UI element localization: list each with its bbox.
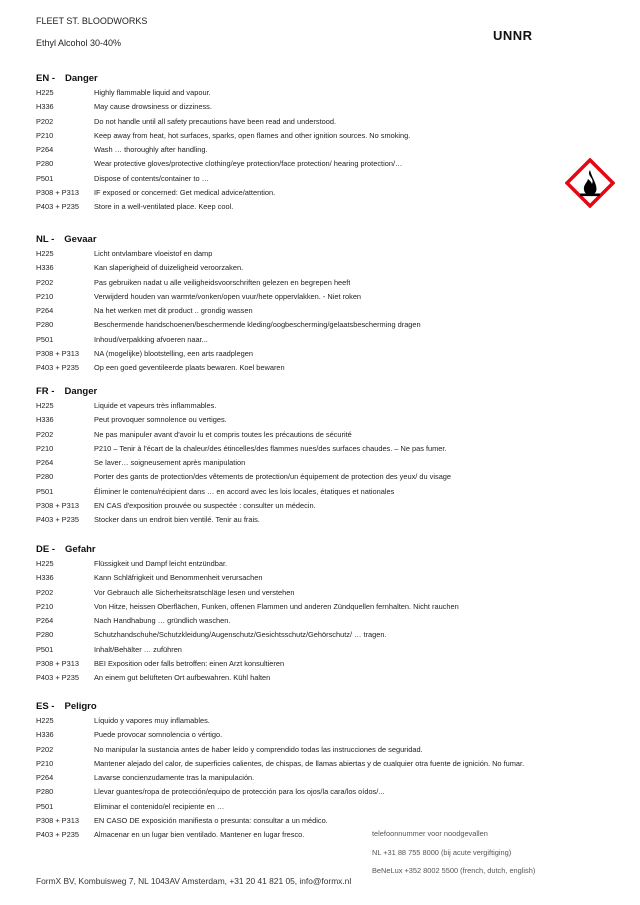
statement-code: P210 (36, 291, 54, 301)
statement-code: H225 (36, 559, 54, 568)
statement-code: H336 (36, 415, 54, 425)
statement-text: Llevar guantes/ropa de protección/equipo de protección para los ojos/la cara/los oídos/... (94, 787, 385, 797)
statement-row (36, 186, 626, 200)
product-name: Ethyl Alcohol 30-40% (36, 38, 122, 48)
statement-row (36, 757, 626, 771)
statement-row (36, 657, 626, 671)
statement-row (36, 157, 626, 171)
statement-text: NA (mogelijke) blootstelling, een arts raadplegen (94, 349, 253, 359)
statement-text: Porter des gants de protection/des vêtements de protection/un équipement de protection des yeux/ du visage (94, 472, 452, 482)
language-code: NL - (36, 234, 55, 245)
signal-word: Gefahr (65, 544, 96, 555)
statement-row (36, 200, 626, 214)
statement-code: H225 (36, 88, 54, 97)
statement-row (36, 261, 626, 275)
statement-code: P403 + P235 (36, 363, 79, 373)
statement-row (36, 428, 626, 442)
statement-code: P210 (36, 758, 54, 768)
statement-row (36, 100, 626, 114)
statement-code: P403 + P235 (36, 202, 79, 212)
statement-text: Vor Gebrauch alle Sicherheitsratschläge lesen und verstehen (94, 587, 295, 597)
hazard-section (36, 72, 626, 215)
statement-code: P202 (36, 277, 54, 287)
statement-code: P264 (36, 773, 54, 783)
statement-code: P308 + P313 (36, 501, 79, 511)
statement-text: Beschermende handschoenen/beschermende kleding/oogbescherming/gelaatsbescherming dragen (94, 320, 421, 330)
statement-text: Inhoud/verpakking afvoeren naar... (94, 334, 208, 344)
hazard-section (36, 700, 626, 843)
statement-text: Mantener alejado del calor, de superficies calientes, de chispas, de llamas abiertas y de cualquier otra fuente de ignición. No fumar. (94, 758, 525, 768)
statement-code: H336 (36, 573, 54, 583)
statement-code: P501 (36, 334, 54, 344)
statement-row (36, 743, 626, 757)
statement-row (36, 800, 626, 814)
statement-row (36, 399, 626, 413)
statement-text: Nach Handhabung … gründlich waschen. (94, 616, 231, 626)
statement-code: H336 (36, 102, 54, 112)
company-name: FLEET ST. BLOODWORKS (36, 16, 148, 26)
statement-row (36, 115, 626, 129)
statement-code: P308 + P313 (36, 349, 79, 359)
statement-row (36, 643, 626, 657)
statement-text: Liquide et vapeurs très inflammables. (94, 401, 217, 410)
statement-row (36, 129, 626, 143)
statement-text: Stocker dans un endroit bien ventilé. Tenir au frais. (94, 515, 260, 525)
statement-code: P264 (36, 616, 54, 626)
statement-code: P202 (36, 587, 54, 597)
statement-code: P403 + P235 (36, 673, 79, 683)
statement-text: BEI Exposition oder falls betroffen: einen Arzt konsultieren (94, 659, 285, 669)
statement-row (36, 513, 626, 527)
statement-row (36, 714, 626, 728)
language-code: ES - (36, 701, 55, 712)
statement-code: P210 (36, 130, 54, 140)
signal-word: Peligro (64, 701, 97, 712)
statement-row (36, 361, 626, 375)
statement-text: Kan slaperigheid of duizeligheid veroorzaken. (94, 263, 244, 273)
statement-text: Kann Schläfrigkeit und Benommenheit verursachen (94, 573, 263, 583)
statement-row (36, 86, 626, 100)
statement-code: P264 (36, 306, 54, 316)
statement-code: P264 (36, 145, 54, 155)
statement-code: P202 (36, 744, 54, 754)
statement-text: Dispose of contents/container to … (94, 173, 210, 183)
statement-code: P501 (36, 644, 54, 654)
statement-code: P280 (36, 787, 54, 797)
statement-row (36, 304, 626, 318)
statement-row (36, 499, 626, 513)
hazard-section (36, 233, 626, 376)
statement-code: P308 + P313 (36, 188, 79, 198)
statement-row (36, 172, 626, 186)
statement-text: Líquido y vapores muy inflamables. (94, 716, 210, 725)
statement-text: Ne pas manipuler avant d'avoir lu et compris toutes les précautions de sécurité (94, 429, 352, 439)
statement-row (36, 828, 626, 842)
statement-row (36, 290, 626, 304)
statement-row (36, 413, 626, 427)
statement-code: P280 (36, 159, 54, 169)
statement-text: Keep away from heat, hot surfaces, sparks, open flames and other ignition sources. No smoking. (94, 130, 411, 140)
statement-row (36, 276, 626, 290)
statement-row (36, 347, 626, 361)
statement-code: P202 (36, 116, 54, 126)
statement-code: H225 (36, 716, 54, 725)
statement-row (36, 814, 626, 828)
statement-row (36, 143, 626, 157)
statement-code: H336 (36, 263, 54, 273)
statement-row (36, 485, 626, 499)
statement-text: EN CAS d'exposition prouvée ou suspectée : consulter un médecin. (94, 501, 316, 511)
statement-code: P501 (36, 486, 54, 496)
statement-row (36, 247, 626, 261)
statement-text: Eliminar el contenido/el recipiente en … (94, 801, 225, 811)
statement-text: Peut provoquer somnolence ou vertiges. (94, 415, 227, 425)
statement-row (36, 728, 626, 742)
statement-code: P280 (36, 472, 54, 482)
signal-word: Gevaar (64, 234, 97, 245)
statement-text: An einem gut belüfteten Ort aufbewahren. Kühl halten (94, 673, 271, 683)
statement-row (36, 671, 626, 685)
signal-word: Danger (64, 386, 98, 397)
statement-text: Wear protective gloves/protective clothing/eye protection/face protection/ hearing protection/… (94, 159, 403, 169)
section-heading (36, 233, 626, 247)
signal-word: Danger (65, 73, 98, 84)
section-heading (36, 700, 626, 714)
statement-row (36, 442, 626, 456)
emergency-nl: NL +31 88 755 8000 (bij acute vergiftiging) (372, 848, 512, 857)
statement-code: P202 (36, 429, 54, 439)
statement-code: P403 + P235 (36, 515, 79, 525)
statement-code: P210 (36, 601, 54, 611)
statement-row (36, 614, 626, 628)
statement-text: Do not handle until all safety precautions have been read and understood. (94, 116, 337, 126)
language-code: EN - (36, 73, 55, 84)
statement-text: Verwijderd houden van warmte/vonken/open vuur/hete oppervlakken. - Niet roken (94, 291, 362, 301)
statement-text: EN CASO DE exposición manifiesta o presunta: consultar a un médico. (94, 816, 328, 826)
statement-text: Store in a well-ventilated place. Keep cool. (94, 202, 234, 212)
statement-text: Wash … thoroughly after handling. (94, 145, 208, 155)
statement-row (36, 628, 626, 642)
statement-code: P210 (36, 443, 54, 453)
statement-text: Schutzhandschuhe/Schutzkleidung/Augenschutz/Gesichtsschutz/Gehörschutz/ … tragen. (94, 630, 387, 640)
language-code: DE - (36, 544, 55, 555)
statement-row (36, 571, 626, 585)
statement-text: Puede provocar somnolencia o vértigo. (94, 730, 223, 740)
statement-text: Inhalt/Behälter … zuführen (94, 644, 182, 654)
statement-code: P280 (36, 320, 54, 330)
statement-code: H225 (36, 401, 54, 410)
statement-row (36, 771, 626, 785)
statement-code: P403 + P235 (36, 830, 79, 840)
statement-row (36, 470, 626, 484)
statement-code: H225 (36, 249, 54, 258)
footer-contact: FormX BV, Kombuisweg 7, NL 1043AV Amsterdam, +31 20 41 821 05, info@formx.nl (36, 876, 352, 886)
statement-row (36, 586, 626, 600)
statement-text: Op een goed geventileerde plaats bewaren. Koel bewaren (94, 363, 285, 373)
language-code: FR - (36, 386, 55, 397)
statement-text: May cause drowsiness or dizziness. (94, 102, 212, 112)
hazard-section (36, 385, 626, 528)
emergency-title: telefoonnummer voor noodgevallen (372, 829, 488, 838)
section-heading (36, 543, 626, 557)
statement-text: IF exposed or concerned: Get medical advice/attention. (94, 188, 276, 198)
statement-text: Von Hitze, heissen Oberflächen, Funken, offenen Flammen und anderen Zündquellen fernhalten. Nicht rauchen (94, 601, 459, 611)
statement-row (36, 318, 626, 332)
statement-code: P264 (36, 458, 54, 468)
statement-text: Lavarse concienzudamente tras la manipulación. (94, 773, 255, 783)
emergency-benelux: BeNeLux +352 8002 5500 (french, dutch, english) (372, 866, 536, 875)
statement-row (36, 785, 626, 799)
statement-text: Almacenar en un lugar bien ventilado. Mantener en lugar fresco. (94, 830, 305, 840)
statement-code: P501 (36, 173, 54, 183)
statement-text: Licht ontvlambare vloeistof en damp (94, 249, 213, 258)
statement-text: Éliminer le contenu/récipient dans … en accord avec les lois locales, étatiques et nationales (94, 486, 395, 496)
statement-code: P308 + P313 (36, 659, 79, 669)
hazard-section (36, 543, 626, 686)
statement-row (36, 456, 626, 470)
statement-code: P280 (36, 630, 54, 640)
statement-text: Flüssigkeit und Dampf leicht entzündbar. (94, 559, 228, 568)
statement-text: Na het werken met dit product .. grondig wassen (94, 306, 253, 316)
statement-code: P501 (36, 801, 54, 811)
statement-text: No manipular la sustancia antes de haber leído y comprendido todas las instrucciones de seguridad. (94, 744, 423, 754)
brand-logo: UNNR (493, 28, 533, 43)
statement-text: Highly flammable liquid and vapour. (94, 88, 211, 97)
statement-text: Pas gebruiken nadat u alle veiligheidsvoorschriften gelezen en begrepen heeft (94, 277, 351, 287)
statement-row (36, 333, 626, 347)
statement-code: H336 (36, 730, 54, 740)
statement-text: Se laver… soigneusement après manipulation (94, 458, 246, 468)
statement-code: P308 + P313 (36, 816, 79, 826)
statement-row (36, 600, 626, 614)
section-heading (36, 72, 626, 86)
section-heading (36, 385, 626, 399)
statement-text: P210 – Tenir à l'écart de la chaleur/des étincelles/des flammes nues/des surfaces chaudes. – Ne pas fumer. (94, 443, 447, 453)
statement-row (36, 557, 626, 571)
